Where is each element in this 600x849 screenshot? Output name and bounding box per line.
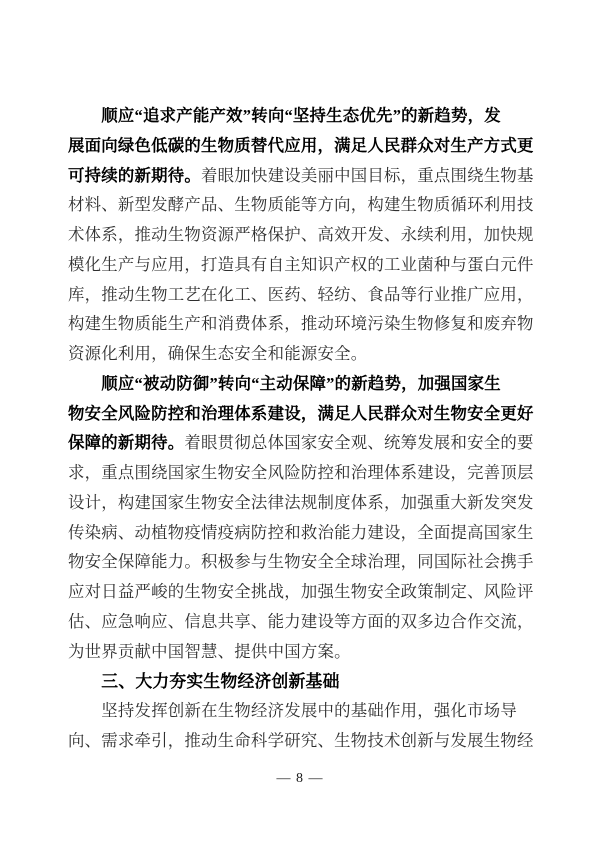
text-line: [68, 547, 535, 577]
text-segment: 估、应急响应、信息共享、能力建设等方面的双多边合作交流，: [68, 612, 534, 632]
text-segment: 求，重点围绕国家生物安全风险防控和治理体系建设，完善顶层: [68, 463, 534, 483]
text-segment: 坚持发挥创新在生物经济发展中的基础作用，强化市场导: [101, 701, 518, 721]
document-body: [68, 101, 535, 756]
text-line: [68, 220, 535, 250]
text-line: [68, 458, 535, 488]
text-line: [68, 577, 535, 607]
page-footer: [0, 769, 600, 789]
text-segment: 库，推动生物工艺在化工、医药、轻纺、食品等行业推广应用，: [68, 284, 534, 304]
text-line: [68, 399, 535, 429]
text-line: [68, 309, 535, 339]
text-segment: 为世界贡献中国智慧、提供中国方案。: [68, 641, 351, 661]
text-segment: 展面向绿色低碳的生物质替代应用，满足人民群众对生产方式更: [68, 135, 534, 155]
text-segment: 着眼加快建设美丽中国目标，重点围绕生物基: [201, 165, 534, 185]
text-segment: 材料、新型发酵产品、生物质能等方向，构建生物质循环利用技: [68, 195, 534, 215]
text-line: [68, 518, 535, 548]
text-line: [68, 607, 535, 637]
text-segment: 物安全保障能力。积极参与生物安全全球治理，同国际社会携手: [68, 552, 534, 572]
text-segment: 顺应“追求产能产效”转向“坚持生态优先”的新趋势，发: [101, 106, 501, 125]
text-segment: 顺应“被动防御”转向“主动保障”的新趋势，加强国家生: [101, 373, 501, 393]
text-segment: 可持续的新期待。: [68, 165, 202, 185]
text-segment: 构建生物质能生产和消费体系，推动环境污染生物修复和废弃物: [68, 314, 534, 334]
text-line: [68, 250, 535, 280]
section-heading: [68, 667, 535, 697]
text-segment: 着眼贯彻总体国家安全观、统筹发展和安全的要: [184, 433, 534, 453]
page-number: — 8 —: [276, 771, 324, 786]
text-segment: 物安全风险防控和治理体系建设，满足人民群众对生物安全更好: [68, 403, 534, 423]
text-line: [68, 131, 535, 161]
text-segment: 设计，构建国家生物安全法律法规制度体系，加强重大新发突发: [68, 492, 534, 512]
text-segment: 三、大力夯实生物经济创新基础: [101, 671, 340, 691]
text-segment: 向、需求牵引，推动生命科学研究、生物技术创新与发展生物经: [68, 731, 534, 751]
text-segment: 传染病、动植物疫情疫病防控和救治能力建设，全面提高国家生: [68, 522, 534, 542]
text-line: [68, 488, 535, 518]
text-line: [68, 726, 535, 756]
text-line: [68, 190, 535, 220]
text-segment: 模化生产与应用，打造具有自主知识产权的工业菌种与蛋白元件: [68, 254, 534, 274]
text-line: [68, 696, 535, 726]
text-segment: 资源化利用，确保生态安全和能源安全。: [68, 344, 368, 364]
text-segment: 保障的新期待。: [68, 433, 185, 453]
text-line: [68, 101, 535, 131]
text-line: [68, 428, 535, 458]
text-line: [68, 369, 535, 399]
text-segment: 应对日益严峻的生物安全挑战，加强生物安全政策制定、风险评: [68, 582, 534, 602]
text-line: [68, 637, 535, 667]
text-segment: 术体系，推动生物资源严格保护、高效开发、永续利用，加快规: [68, 225, 534, 245]
text-line: [68, 161, 535, 191]
text-line: [68, 280, 535, 310]
text-line: [68, 339, 535, 369]
